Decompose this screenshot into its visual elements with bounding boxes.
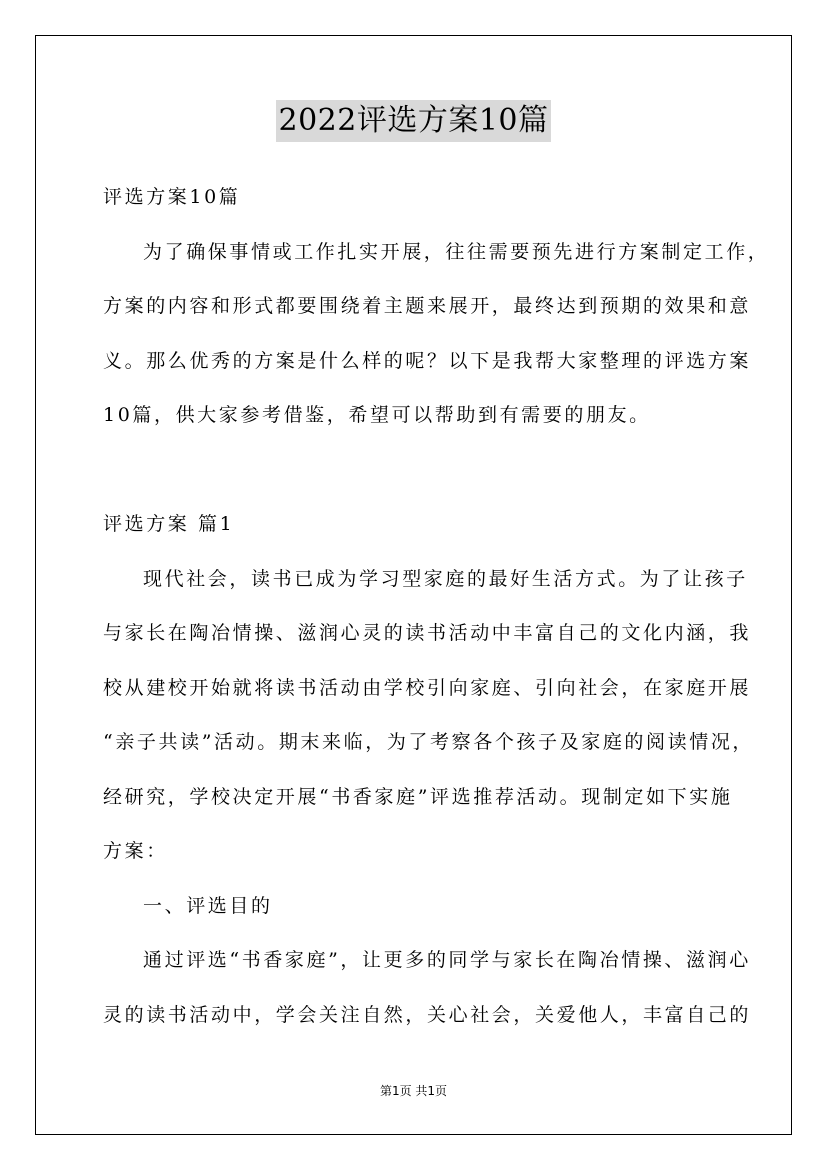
subtitle-line: 评选方案10篇 — [103, 186, 241, 208]
body-paragraph-line: 灵的读书活动中，学会关注自然，关心社会，关爱他人，丰富自己的 — [103, 1003, 752, 1026]
paragraph-spacer — [103, 443, 743, 498]
title-container — [0, 100, 827, 142]
section-heading: 评选方案 篇1 — [103, 513, 235, 535]
intro-paragraph-line: 10篇，供大家参考借鉴，希望可以帮助到有需要的朋友。 — [103, 404, 651, 426]
body-paragraph-line: 经研究，学校决定开展“书香家庭”评选推荐活动。现制定如下实施 — [103, 785, 733, 808]
document-title: 2022评选方案10篇 — [276, 100, 550, 142]
body-paragraph-line: 校从建校开始就将读书活动由学校引向家庭、引向社会，在家庭开展 — [103, 676, 752, 699]
intro-paragraph-line: 为了确保事情或工作扎实开展，往往需要预先进行方案制定工作， — [143, 240, 770, 263]
body-paragraph-line: “亲子共读”活动。期末来临，为了考察各个孩子及家庭的阅读情况， — [103, 731, 755, 753]
body-paragraph-line: 现代社会，读书已成为学习型家庭的最好生活方式。为了让孩子 — [143, 567, 748, 590]
body-paragraph-line: 与家长在陶冶情操、滋润心灵的读书活动中丰富自己的文化内涵，我 — [103, 622, 752, 644]
intro-paragraph-line: 义。那么优秀的方案是什么样的呢？以下是我帮大家整理的评选方案 — [103, 349, 752, 372]
body-paragraph-line: 通过评选“书香家庭”，让更多的同学与家长在陶冶情操、滋润心 — [143, 949, 751, 971]
body-paragraph-line: 方案： — [103, 840, 168, 862]
subsection-heading: 一、评选目的 — [143, 894, 273, 917]
page-footer: 第1页 共1页 — [379, 1084, 448, 1098]
document-body — [103, 170, 770, 1042]
intro-paragraph-line: 方案的内容和形式都要围绕着主题来展开，最终达到预期的效果和意 — [103, 295, 752, 317]
